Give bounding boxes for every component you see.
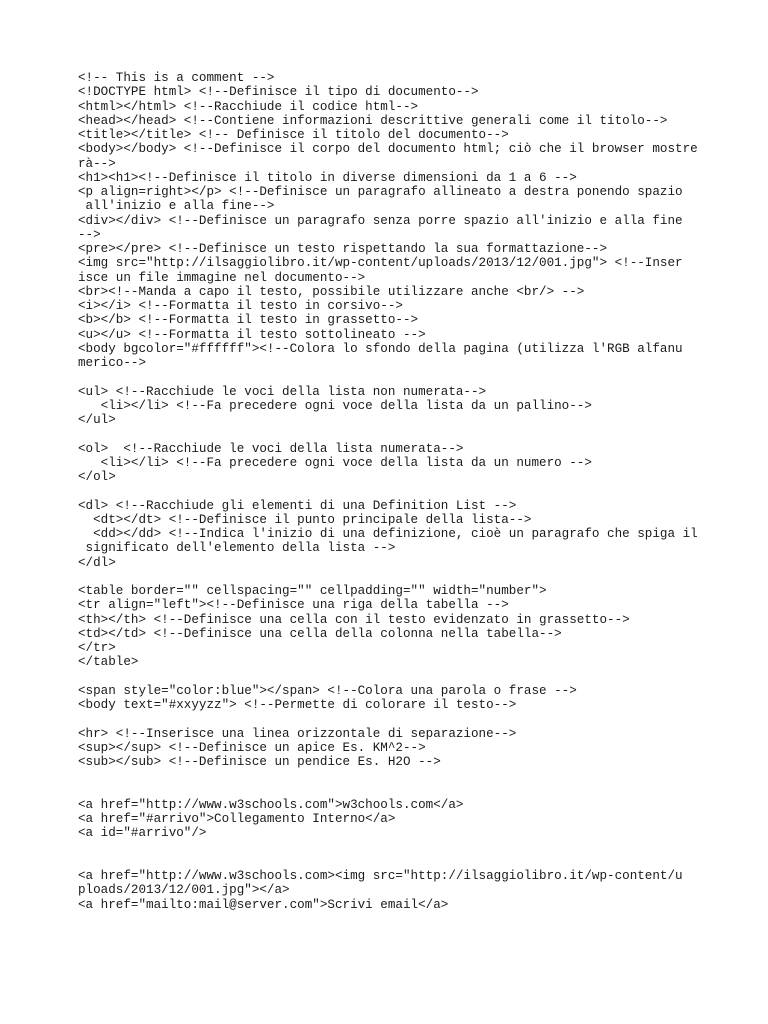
code-line: <body></body> <!--Definisce il corpo del documento html; ciò che il browser mostre: [78, 142, 698, 157]
code-line: <!-- This is a comment -->: [78, 71, 275, 85]
code-line: <b></b> <!--Formatta il testo in grassetto-->: [78, 313, 419, 328]
code-line: [78, 769, 718, 783]
code-line: <a href="#arrivo">Collegamento Interno</a>: [78, 812, 396, 826]
code-line: <sup></sup> <!--Definisce un apice Es. KM^2-->: [78, 740, 426, 755]
code-line: <p align=right></p> <!--Definisce un paragrafo allineato a destra ponendo spazio: [78, 185, 683, 199]
code-line: [78, 484, 718, 498]
code-line: <div></div> <!--Definisce un paragrafo senza porre spazio all'inizio e alla fine: [78, 213, 683, 228]
code-line: </ul>: [78, 413, 116, 427]
code-line: <dd></dd> <!--Indica l'inizio di una definizione, cioè un paragrafo che spiga il: [78, 527, 698, 541]
code-line: significato dell'elemento della lista -->: [78, 541, 396, 556]
code-line: </ol>: [78, 470, 116, 484]
code-line: <li></li> <!--Fa precedere ogni voce della lista da un numero -->: [78, 455, 592, 470]
code-line: <span style="color:blue"></span> <!--Colora una parola o frase -->: [78, 683, 577, 698]
code-line: <li></li> <!--Fa precedere ogni voce della lista da un pallino-->: [78, 398, 592, 413]
code-line: <dl> <!--Racchiude gli elementi di una Definition List -->: [78, 498, 517, 513]
code-line: [78, 370, 718, 384]
code-line: <a href="mailto:mail@server.com">Scrivi email</a>: [78, 897, 449, 912]
code-line: </dl>: [78, 555, 116, 570]
code-line: [78, 712, 718, 726]
code-line: <hr> <!--Inserisce una linea orizzontale di separazione-->: [78, 726, 517, 741]
code-line: <i></i> <!--Formatta il testo in corsivo-->: [78, 299, 403, 313]
code-line: <h1><h1><!--Definisce il titolo in diverse dimensioni da 1 a 6 -->: [78, 170, 577, 185]
code-line: merico-->: [78, 356, 147, 370]
code-line: </tr>: [78, 641, 116, 655]
code-line: <ol> <!--Racchiude le voci della lista numerata-->: [78, 441, 464, 456]
code-line: <ul> <!--Racchiude le voci della lista non numerata-->: [78, 384, 487, 399]
code-line: <pre></pre> <!--Definisce un testo rispettando la sua formattazione-->: [78, 242, 608, 256]
code-line: -->: [78, 227, 101, 242]
code-line: all'inizio e alla fine-->: [78, 199, 275, 214]
code-line: [78, 570, 718, 584]
code-line: <br><!--Manda a capo il testo, possibile utilizzare anche <br/> -->: [78, 284, 585, 299]
code-line: <head></head> <!--Contiene informazioni descrittive generali come il titolo-->: [78, 113, 668, 128]
code-line: isce un file immagine nel documento-->: [78, 270, 366, 285]
code-line: </table>: [78, 655, 139, 670]
code-text-block: [78, 71, 718, 912]
code-line: <body bgcolor="#ffffff"><!--Colora lo sfondo della pagina (utilizza l'RGB alfanu: [78, 341, 683, 356]
code-line: <sub></sub> <!--Definisce un pendice Es. H2O -->: [78, 755, 441, 769]
code-line: [78, 670, 718, 684]
code-line: rà-->: [78, 156, 116, 171]
code-line: <a href="http://www.w3schools.com><img src="http://ilsaggiolibro.it/wp-content/u: [78, 869, 683, 883]
code-line: <tr align="left"><!--Definisce una riga della tabella -->: [78, 598, 509, 613]
code-line: <!DOCTYPE html> <!--Definisce il tipo di documento-->: [78, 85, 479, 100]
code-line: <th></th> <!--Definisce una cella con il testo evidenzato in grassetto-->: [78, 612, 630, 627]
code-line: [78, 784, 718, 798]
code-line: [78, 841, 718, 855]
code-line: <table border="" cellspacing="" cellpadding="" width="number">: [78, 584, 547, 598]
code-line: <body text="#xxyyzz"> <!--Permette di colorare il testo-->: [78, 698, 517, 712]
code-line: <html></html> <!--Racchiude il codice html-->: [78, 99, 419, 114]
code-line: <td></td> <!--Definisce una cella della colonna nella tabella-->: [78, 626, 562, 641]
code-line: [78, 855, 718, 869]
code-line: <a id="#arrivo"/>: [78, 826, 207, 841]
code-line: <title></title> <!-- Definisce il titolo del documento-->: [78, 128, 509, 142]
code-line: <u></u> <!--Formatta il testo sottolineato -->: [78, 327, 426, 342]
code-line: <img src="http://ilsaggiolibro.it/wp-content/uploads/2013/12/001.jpg"> <!--Inser: [78, 256, 683, 271]
code-line: <dt></dt> <!--Definisce il punto principale della lista-->: [78, 512, 532, 527]
code-line: [78, 427, 718, 441]
code-line: ploads/2013/12/001.jpg"></a>: [78, 883, 290, 898]
code-line: <a href="http://www.w3schools.com">w3chools.com</a>: [78, 797, 464, 812]
